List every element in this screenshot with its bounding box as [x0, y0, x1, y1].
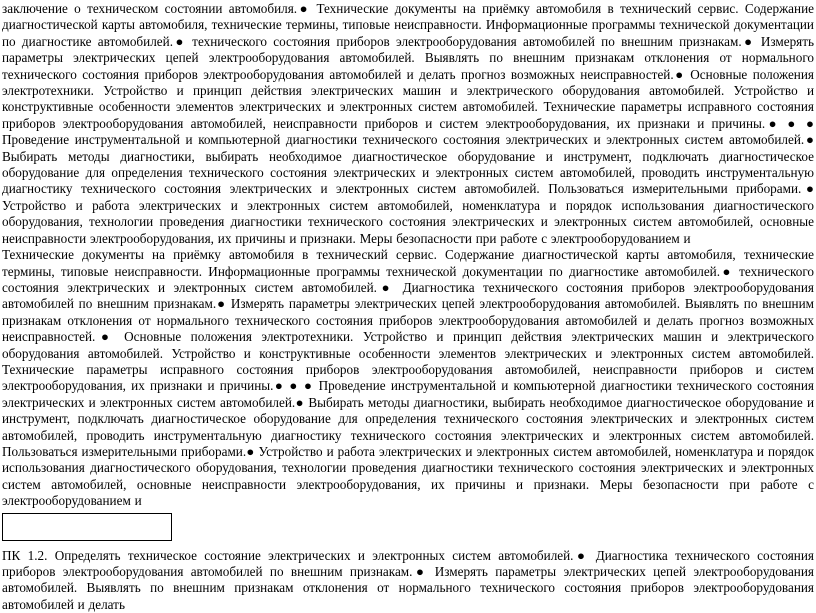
document-page	[2, 0, 814, 613]
paragraph-block-2: Технические документы на приёмку автомобиля в технический сервис. Содержание диагностической карты автомобиля, технические термины, типовые неисправности. Информационные программы технической документации по диагностике автомобилей.● технического состояния электрических и электронных систем автомобилей.● Диагностика технического состояния приборов электрооборудования автомобилей по внешним признакам.● Измерять параметры электрических цепей электрооборудования автомобилей. Выявлять по внешним признакам отклонения от нормального технического состояния приборов электрооборудования автомобилей и делать прогноз возможных неисправностей.● Основные положения электротехники. Устройство и принцип действия электрических машин и электрического оборудования автомобилей. Устройство и конструктивные особенности элементов электрических и электронных систем автомобилей. Технические параметры исправного состояния приборов электрооборудования автомобилей, неисправности приборов и систем электрооборудования, их признаки и причины.● ● ● Проведение инструментальной и компьютерной диагностики технического состояния электрических и электронных систем автомобилей.● Выбирать методы диагностики, выбирать необходимое диагностическое оборудование и инструмент, подключать диагностическое оборудование для определения технического состояния электрических и электронных систем автомобилей, проводить инструментальную диагностику технического состояния электрических и электронных систем автомобилей. Пользоваться измерительными приборами.● Устройство и работа электрических и электронных систем автомобилей, номенклатура и порядок использования диагностического оборудования, технологии проведения диагностики технического состояния электрических и электронных систем автомобилей, основные неисправности электрооборудования, их причины и признаки. Меры безопасности при работе с электрооборудованием и	[2, 247, 814, 509]
paragraph-block-3: ПК 1.2. Определять техническое состояние электрических и электронных систем автомобилей.● Диагностика технического состояния приборов электрооборудования автомобилей по внешним признакам.● Измерять параметры электрических цепей электрооборудования автомобилей. Выявлять по внешним признакам отклонения от нормального технического состояния приборов электрооборудования автомобилей и делать	[2, 547, 814, 612]
empty-table-cell	[2, 513, 172, 541]
paragraph-block-1: заключение о техническом состоянии автомобиля.● Технические документы на приёмку автомобиля в технический сервис. Содержание диагностической карты автомобиля, технические термины, типовые неисправности. Информационные программы технической документации по диагностике автомобилей.● технического состояния приборов электрооборудования автомобилей по внешним признакам.● Измерять параметры электрических цепей электрооборудования автомобилей. Выявлять по внешним признакам отклонения от нормального технического состояния приборов электрооборудования автомобилей и делать прогноз возможных неисправностей.● Основные положения электротехники. Устройство и принцип действия электрических машин и электрического оборудования автомобилей. Устройство и конструктивные особенности элементов электрических и электронных систем автомобилей. Технические параметры исправного состояния приборов электрооборудования автомобилей, неисправности приборов и систем электрооборудования, их признаки и причины.● ● ● Проведение инструментальной и компьютерной диагностики технического состояния электрических и электронных систем автомобилей.● Выбирать методы диагностики, выбирать необходимое диагностическое оборудование и инструмент, подключать диагностическое оборудование для определения технического состояния электрических и электронных систем автомобилей, проводить инструментальную диагностику технического состояния электрических и электронных систем автомобилей. Пользоваться измерительными приборами.● Устройство и работа электрических и электронных систем автомобилей, номенклатура и порядок использования диагностического оборудования, технологии проведения диагностики технического состояния электрических и электронных систем автомобилей, основные неисправности электрооборудования, их причины и признаки. Меры безопасности при работе с электрооборудованием и	[2, 1, 814, 246]
